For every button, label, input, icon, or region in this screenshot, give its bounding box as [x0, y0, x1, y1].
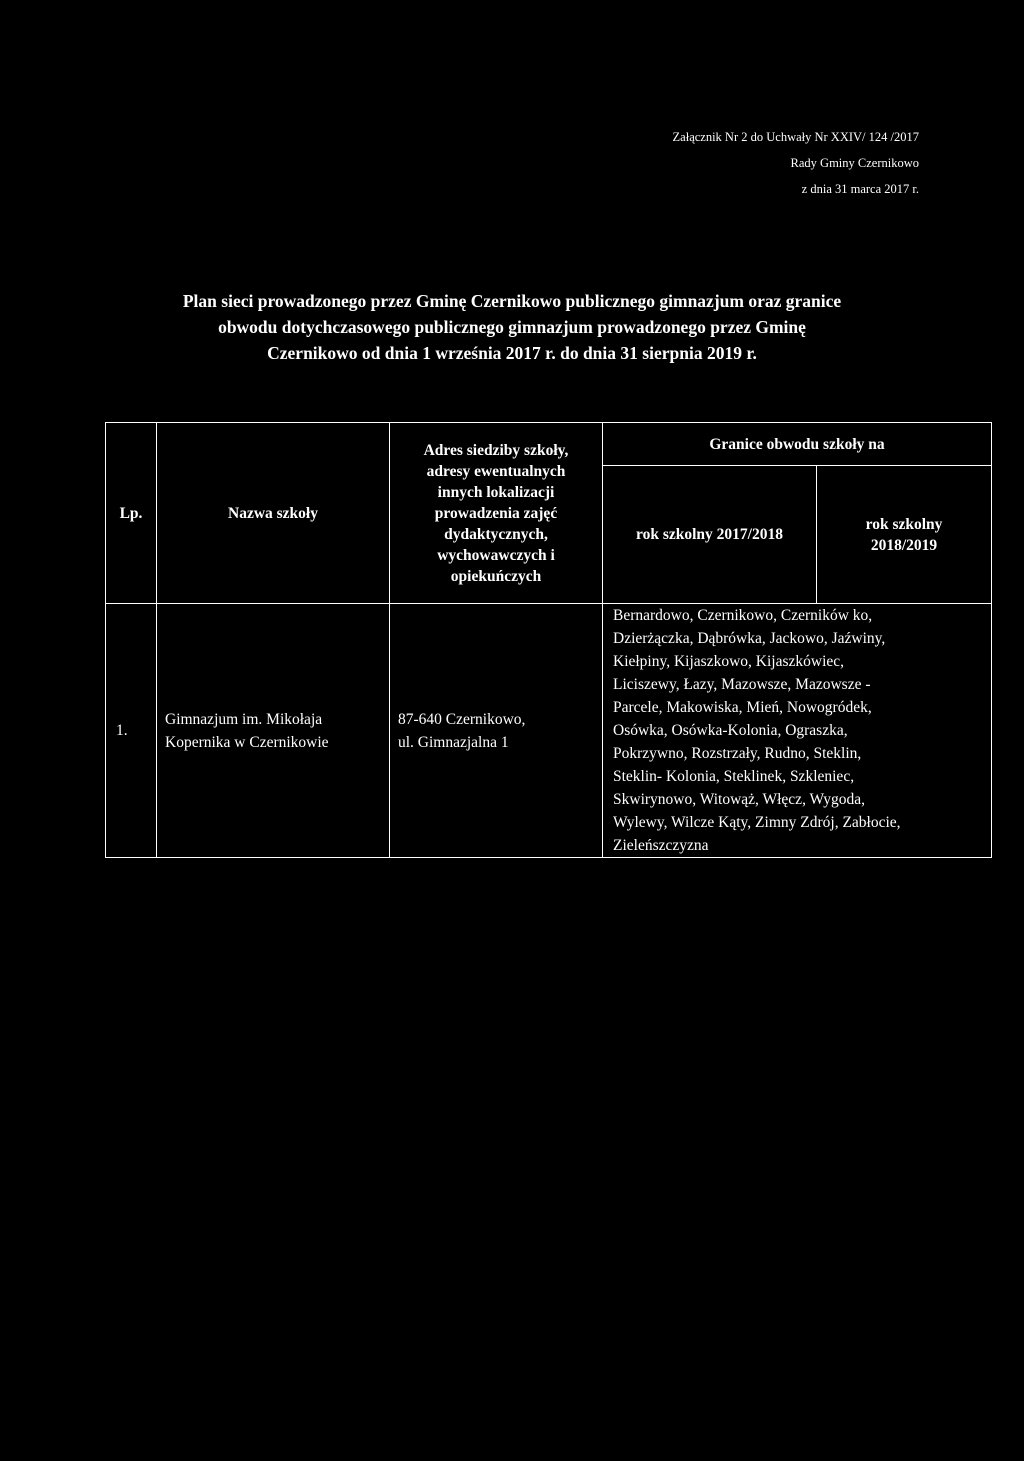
annex-line-1: Załącznik Nr 2 do Uchwały Nr XXIV/ 124 /2017 — [672, 130, 919, 144]
area-line: Liciszewy, Łazy, Mazowsze, Mazowsze - — [613, 676, 871, 693]
header-address-line: opiekuńczych — [450, 567, 542, 585]
header-address-line: adresy ewentualnych — [426, 462, 566, 480]
title-line-1: Plan sieci prowadzonego przez Gminę Czernikowo publicznego gimnazjum oraz granice — [182, 291, 842, 311]
title-line-3: Czernikowo od dnia 1 września 2017 r. do dnia 31 sierpnia 2019 r. — [267, 343, 757, 363]
area-line: Zieleńszczyzna — [613, 837, 709, 854]
header-year-2018-2019 — [817, 466, 992, 604]
table-row — [106, 604, 992, 858]
row-address — [390, 604, 603, 858]
school-name-line: Kopernika w Czernikowie — [165, 733, 329, 751]
document-title — [60, 288, 964, 366]
header-address-line: innych lokalizacji — [437, 483, 555, 501]
address-line: 87-640 Czernikowo, — [398, 710, 526, 728]
row-boundary-area — [603, 604, 992, 858]
area-line: Bernardowo, Czernikowo, Czerników ko, — [613, 607, 873, 624]
area-line: Pokrzywno, Rozstrzały, Rudno, Steklin, — [613, 745, 862, 762]
area-line: Kiełpiny, Kijaszkowo, Kijaszkówiec, — [613, 653, 845, 670]
school-name-line: Gimnazjum im. Mikołaja — [165, 710, 323, 728]
row-school-name — [157, 604, 390, 858]
header-address-line: dydaktycznych, — [444, 525, 548, 543]
header-year2-line-2: 2018/2019 — [870, 536, 938, 554]
header-school-name: Nazwa szkoły — [157, 423, 390, 604]
area-line: Skwirynowo, Witowąż, Włęcz, Wygoda, — [613, 791, 865, 808]
area-line: Osówka, Osówka-Kolonia, Ograszka, — [613, 722, 848, 739]
header-address-line: Adres siedziby szkoły, — [423, 441, 569, 459]
header-address-line: wychowawczych i — [437, 546, 555, 564]
header-lp: Lp. — [106, 423, 157, 604]
address-line: ul. Gimnazjalna 1 — [398, 733, 509, 751]
annex-line-2: Rady Gminy Czernikowo — [790, 156, 919, 170]
row-lp: 1. — [106, 604, 157, 858]
title-line-2: obwodu dotychczasowego publicznego gimnazjum prowadzonego przez Gminę — [218, 317, 806, 337]
area-line: Dzierżączka, Dąbrówka, Jackowo, Jaźwiny, — [613, 630, 886, 647]
area-line: Wylewy, Wilcze Kąty, Zimny Zdrój, Zabłocie, — [613, 814, 901, 831]
area-line: Steklin- Kolonia, Steklinek, Szkleniec, — [613, 768, 855, 785]
header-address — [390, 423, 603, 604]
area-line: Parcele, Makowiska, Mień, Nowogródek, — [613, 699, 872, 716]
header-address-line: prowadzenia zajęć — [434, 504, 558, 522]
annex-line-3: z dnia 31 marca 2017 r. — [801, 182, 919, 196]
annex-header — [673, 124, 919, 202]
school-network-table — [105, 422, 992, 858]
header-boundary: Granice obwodu szkoły na — [603, 423, 992, 466]
header-year2-line-1: rok szkolny — [865, 515, 943, 533]
header-year-2017-2018: rok szkolny 2017/2018 — [603, 466, 817, 604]
